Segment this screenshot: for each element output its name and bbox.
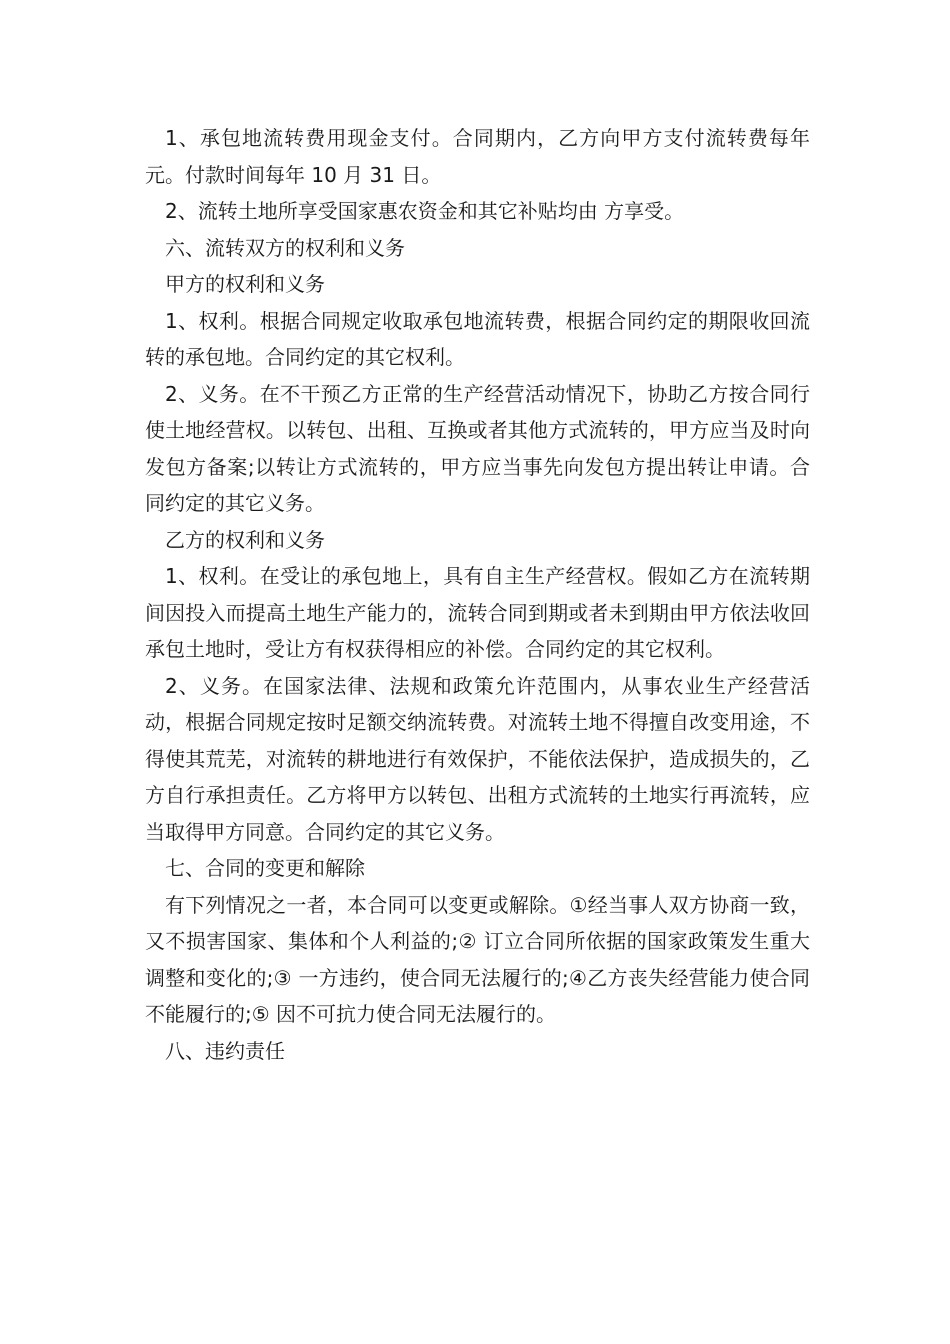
subheading-party-a: 甲方的权利和义务 <box>165 272 325 296</box>
party-b-obligations: 2、义务。在国家法律、法规和政策允许范围内，从事农业生产经营活动，根据合同规定按时足额交纳流转费。对流转土地不得擅自改变用途，不得使其荒芜，对流转的耕地进行有效保护，不能依法保护，造成损失的，乙方自行承担责任。乙方将甲方以转包、出租方式流转的土地实行再流转，应当取得甲方同意。合同约定的其它义务。 <box>145 673 810 844</box>
subheading-party-b: 乙方的权利和义务 <box>165 527 325 552</box>
payment-clause-1: 1、承包地流转费用现金支付。合同期内，乙方向甲方支付流转费每年 元。付款时间每年 10 月 31 日。 <box>145 126 810 187</box>
party-a-rights: 1、权利。根据合同规定收取承包地流转费，根据合同约定的期限收回流转的承包地。合同约定的其它权利。 <box>145 308 810 369</box>
payment-clause-2: 2、流转土地所享受国家惠农资金和其它补贴均由 方享受。 <box>165 199 685 223</box>
party-a-obligations: 2、义务。在不干预乙方正常的生产经营活动情况下，协助乙方按合同行使土地经营权。以转包、出租、互换或者其他方式流转的，甲方应当及时向发包方备案;以转让方式流转的，甲方应当事先向发包方提出转让申请。合同约定的其它义务。 <box>145 381 810 515</box>
document-page <box>145 120 810 1069</box>
section-heading-breach-liability: 八、违约责任 <box>165 1038 285 1063</box>
section-heading-rights-obligations: 六、流转双方的权利和义务 <box>165 235 405 260</box>
section-heading-change-termination: 七、合同的变更和解除 <box>165 856 365 880</box>
party-b-rights: 1、权利。在受让的承包地上，具有自主生产经营权。假如乙方在流转期间因投入而提高土地生产能力的，流转合同到期或者未到期由甲方依法收回承包土地时，受让方有权获得相应的补偿。合同约定的其它权利。 <box>145 564 810 661</box>
change-termination-clause: 有下列情况之一者，本合同可以变更或解除。①经当事人双方协商一致，又不损害国家、集体和个人利益的;② 订立合同所依据的国家政策发生重大调整和变化的;③ 一方违约，使合同无法履行的;④乙方丧失经营能力使合同不能履行的;⑤ 因不可抗力使合同无法履行的。 <box>145 892 810 1026</box>
